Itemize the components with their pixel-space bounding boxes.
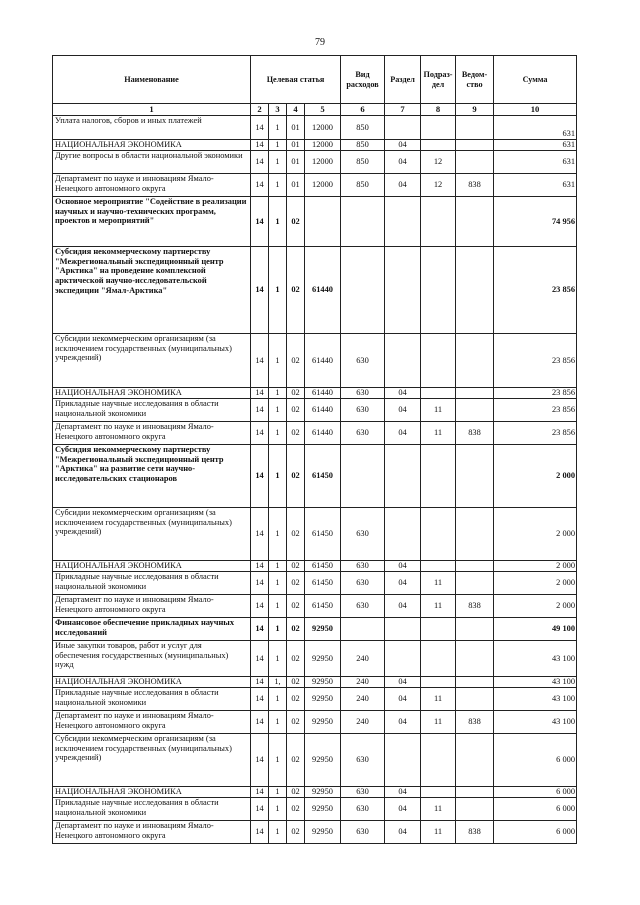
expense-type-cell: 630 [341, 561, 385, 572]
header-target: Целевая статья [251, 56, 341, 104]
subsection-cell [421, 140, 456, 151]
sum-cell: 43 100 [494, 677, 577, 688]
department-cell [456, 508, 494, 561]
header-section: Раздел [385, 56, 421, 104]
target-code-2: 1 [269, 561, 287, 572]
target-code-2: 1 [269, 821, 287, 844]
sum-cell: 49 100 [494, 618, 577, 641]
target-code-2: 1 [269, 399, 287, 422]
section-cell: 04 [385, 677, 421, 688]
target-code-4: 92950 [305, 821, 341, 844]
section-cell: 04 [385, 798, 421, 821]
sum-cell: 631 [494, 140, 577, 151]
expense-type-cell: 240 [341, 711, 385, 734]
expense-type-cell: 850 [341, 174, 385, 197]
row-name: Уплата налогов, сборов и иных платежей [53, 116, 251, 140]
table-row [53, 247, 577, 334]
section-cell: 04 [385, 572, 421, 595]
target-code-3: 02 [287, 641, 305, 677]
sum-cell: 23 856 [494, 334, 577, 388]
sum-cell: 23 856 [494, 247, 577, 334]
column-number: 5 [305, 104, 341, 116]
target-code-4: 61450 [305, 595, 341, 618]
target-code-4: 61450 [305, 508, 341, 561]
target-code-2: 1 [269, 595, 287, 618]
row-name: Прикладные научные исследования в области национальной экономики [53, 688, 251, 711]
row-name: Прикладные научные исследования в области национальной экономики [53, 798, 251, 821]
section-cell: 04 [385, 787, 421, 798]
target-code-2: 1 [269, 711, 287, 734]
column-number: 1 [53, 104, 251, 116]
sum-cell: 2 000 [494, 595, 577, 618]
department-cell [456, 197, 494, 247]
table-row [53, 641, 577, 677]
row-name: Департамент по науке и инновациям Ямало-Ненецкого автономного округа [53, 711, 251, 734]
target-code-4: 12000 [305, 151, 341, 174]
expense-type-cell: 630 [341, 508, 385, 561]
target-code-1: 14 [251, 388, 269, 399]
column-number: 2 [251, 104, 269, 116]
subsection-cell [421, 641, 456, 677]
sum-cell: 23 856 [494, 388, 577, 399]
row-name: Иные закупки товаров, работ и услуг для обеспечения государственных (муниципальных) нужд [53, 641, 251, 677]
expense-type-cell: 630 [341, 595, 385, 618]
header-row [53, 56, 577, 104]
row-name: Субсидия некоммерческому партнерству "Межрегиональный экспедиционный центр "Арктика" на проведение комплексной арктической научно-исследовательской экспедиции "Ямал-Арктика" [53, 247, 251, 334]
expense-type-cell: 630 [341, 787, 385, 798]
department-cell [456, 798, 494, 821]
column-number: 3 [269, 104, 287, 116]
budget-table [52, 55, 577, 844]
sum-cell: 2 000 [494, 508, 577, 561]
sum-cell: 6 000 [494, 787, 577, 798]
column-number: 6 [341, 104, 385, 116]
target-code-3: 01 [287, 151, 305, 174]
target-code-1: 14 [251, 787, 269, 798]
table-row [53, 399, 577, 422]
expense-type-cell [341, 445, 385, 508]
column-number: 7 [385, 104, 421, 116]
section-cell: 04 [385, 821, 421, 844]
column-number-row [53, 104, 577, 116]
expense-type-cell: 630 [341, 734, 385, 787]
target-code-2: 1 [269, 174, 287, 197]
sum-cell: 74 956 [494, 197, 577, 247]
section-cell [385, 334, 421, 388]
header-expense-type: Вид расходов [341, 56, 385, 104]
target-code-3: 02 [287, 388, 305, 399]
subsection-cell [421, 334, 456, 388]
target-code-4: 61450 [305, 445, 341, 508]
target-code-3: 02 [287, 422, 305, 445]
department-cell: 838 [456, 711, 494, 734]
subsection-cell [421, 787, 456, 798]
target-code-2: 1 [269, 197, 287, 247]
row-name: НАЦИОНАЛЬНАЯ ЭКОНОМИКА [53, 787, 251, 798]
header-department: Ведом-ство [456, 56, 494, 104]
table-row [53, 197, 577, 247]
department-cell [456, 618, 494, 641]
target-code-3: 02 [287, 247, 305, 334]
target-code-2: 1 [269, 422, 287, 445]
header-subsection: Подраз-дел [421, 56, 456, 104]
target-code-1: 14 [251, 151, 269, 174]
target-code-1: 14 [251, 174, 269, 197]
section-cell: 04 [385, 561, 421, 572]
expense-type-cell: 850 [341, 151, 385, 174]
row-name: Департамент по науке и инновациям Ямало-Ненецкого автономного округа [53, 174, 251, 197]
table-row [53, 116, 577, 140]
table-row [53, 787, 577, 798]
target-code-3: 02 [287, 821, 305, 844]
target-code-3: 02 [287, 711, 305, 734]
subsection-cell: 11 [421, 711, 456, 734]
target-code-2: 1, [269, 677, 287, 688]
target-code-3: 02 [287, 197, 305, 247]
sum-cell: 43 100 [494, 711, 577, 734]
target-code-1: 14 [251, 445, 269, 508]
target-code-1: 14 [251, 561, 269, 572]
target-code-4: 92950 [305, 688, 341, 711]
target-code-4: 92950 [305, 787, 341, 798]
table-row [53, 711, 577, 734]
subsection-cell: 11 [421, 688, 456, 711]
target-code-3: 02 [287, 798, 305, 821]
department-cell [456, 399, 494, 422]
target-code-1: 14 [251, 140, 269, 151]
section-cell [385, 734, 421, 787]
row-name: Департамент по науке и инновациям Ямало-Ненецкого автономного округа [53, 595, 251, 618]
target-code-2: 1 [269, 641, 287, 677]
subsection-cell [421, 734, 456, 787]
department-cell [456, 388, 494, 399]
department-cell [456, 677, 494, 688]
expense-type-cell: 850 [341, 140, 385, 151]
target-code-2: 1 [269, 787, 287, 798]
target-code-4 [305, 197, 341, 247]
target-code-2: 1 [269, 445, 287, 508]
department-cell: 838 [456, 422, 494, 445]
subsection-cell: 12 [421, 151, 456, 174]
department-cell [456, 247, 494, 334]
row-name: НАЦИОНАЛЬНАЯ ЭКОНОМИКА [53, 388, 251, 399]
section-cell [385, 116, 421, 140]
table-row [53, 508, 577, 561]
column-number: 10 [494, 104, 577, 116]
row-name: Субсидии некоммерческим организациям (за исключением государственных (муниципальных) учреждений) [53, 334, 251, 388]
target-code-2: 1 [269, 247, 287, 334]
table-row [53, 688, 577, 711]
expense-type-cell: 630 [341, 422, 385, 445]
target-code-1: 14 [251, 688, 269, 711]
target-code-3: 01 [287, 174, 305, 197]
target-code-4: 61440 [305, 247, 341, 334]
section-cell [385, 247, 421, 334]
target-code-1: 14 [251, 595, 269, 618]
subsection-cell: 11 [421, 798, 456, 821]
section-cell [385, 508, 421, 561]
target-code-2: 1 [269, 734, 287, 787]
page-number: 79 [315, 37, 325, 48]
department-cell [456, 572, 494, 595]
expense-type-cell [341, 197, 385, 247]
header-name: Наименование [53, 56, 251, 104]
table-row [53, 561, 577, 572]
target-code-3: 02 [287, 595, 305, 618]
target-code-3: 02 [287, 334, 305, 388]
row-name: Субсидии некоммерческим организациям (за исключением государственных (муниципальных) учреждений) [53, 508, 251, 561]
target-code-2: 1 [269, 116, 287, 140]
target-code-3: 02 [287, 561, 305, 572]
row-name: Финансовое обеспечение прикладных научных исследований [53, 618, 251, 641]
table-row [53, 334, 577, 388]
row-name: НАЦИОНАЛЬНАЯ ЭКОНОМИКА [53, 140, 251, 151]
target-code-3: 02 [287, 572, 305, 595]
table-row [53, 734, 577, 787]
target-code-1: 14 [251, 334, 269, 388]
target-code-4: 92950 [305, 734, 341, 787]
expense-type-cell: 850 [341, 116, 385, 140]
subsection-cell: 11 [421, 821, 456, 844]
target-code-1: 14 [251, 641, 269, 677]
target-code-1: 14 [251, 677, 269, 688]
table-row [53, 677, 577, 688]
subsection-cell: 11 [421, 399, 456, 422]
section-cell: 04 [385, 388, 421, 399]
target-code-1: 14 [251, 422, 269, 445]
column-number: 4 [287, 104, 305, 116]
table-row [53, 618, 577, 641]
section-cell [385, 641, 421, 677]
row-name: Основное мероприятие "Содействие в реализации научных и научно-технических программ, проектов и мероприятий" [53, 197, 251, 247]
target-code-3: 02 [287, 688, 305, 711]
subsection-cell: 12 [421, 174, 456, 197]
expense-type-cell: 240 [341, 688, 385, 711]
target-code-4: 61450 [305, 572, 341, 595]
table-row [53, 140, 577, 151]
table-row [53, 422, 577, 445]
target-code-2: 1 [269, 688, 287, 711]
sum-cell: 2 000 [494, 445, 577, 508]
target-code-4: 12000 [305, 174, 341, 197]
department-cell [456, 688, 494, 711]
target-code-4: 12000 [305, 116, 341, 140]
subsection-cell [421, 618, 456, 641]
expense-type-cell: 630 [341, 388, 385, 399]
target-code-1: 14 [251, 247, 269, 334]
department-cell [456, 787, 494, 798]
table-row [53, 572, 577, 595]
target-code-1: 14 [251, 798, 269, 821]
subsection-cell [421, 197, 456, 247]
target-code-4: 61440 [305, 422, 341, 445]
expense-type-cell: 630 [341, 821, 385, 844]
target-code-2: 1 [269, 151, 287, 174]
target-code-2: 1 [269, 798, 287, 821]
section-cell [385, 445, 421, 508]
sum-cell: 2 000 [494, 572, 577, 595]
row-name: Другие вопросы в области национальной экономики [53, 151, 251, 174]
target-code-3: 02 [287, 677, 305, 688]
sum-cell: 631 [494, 151, 577, 174]
expense-type-cell: 630 [341, 334, 385, 388]
department-cell [456, 334, 494, 388]
subsection-cell [421, 677, 456, 688]
row-name: Субсидии некоммерческим организациям (за исключением государственных (муниципальных) учреждений) [53, 734, 251, 787]
expense-type-cell: 630 [341, 798, 385, 821]
expense-type-cell: 240 [341, 677, 385, 688]
subsection-cell: 11 [421, 595, 456, 618]
target-code-3: 02 [287, 618, 305, 641]
subsection-cell: 11 [421, 422, 456, 445]
target-code-3: 01 [287, 116, 305, 140]
expense-type-cell: 630 [341, 399, 385, 422]
sum-cell: 631 [494, 116, 577, 140]
target-code-1: 14 [251, 572, 269, 595]
subsection-cell [421, 561, 456, 572]
department-cell [456, 151, 494, 174]
column-number: 9 [456, 104, 494, 116]
target-code-3: 02 [287, 445, 305, 508]
target-code-4: 61440 [305, 388, 341, 399]
sum-cell: 6 000 [494, 798, 577, 821]
target-code-4: 92950 [305, 798, 341, 821]
subsection-cell [421, 116, 456, 140]
sum-cell: 6 000 [494, 734, 577, 787]
target-code-2: 1 [269, 140, 287, 151]
target-code-3: 02 [287, 508, 305, 561]
sum-cell: 43 100 [494, 641, 577, 677]
expense-type-cell: 630 [341, 572, 385, 595]
row-name: Департамент по науке и инновациям Ямало-Ненецкого автономного округа [53, 821, 251, 844]
sum-cell: 23 856 [494, 422, 577, 445]
target-code-4: 61450 [305, 561, 341, 572]
target-code-2: 1 [269, 508, 287, 561]
target-code-4: 12000 [305, 140, 341, 151]
target-code-4: 92950 [305, 618, 341, 641]
department-cell [456, 561, 494, 572]
target-code-4: 61440 [305, 399, 341, 422]
row-name: Департамент по науке и инновациям Ямало-Ненецкого автономного округа [53, 422, 251, 445]
section-cell: 04 [385, 140, 421, 151]
target-code-2: 1 [269, 572, 287, 595]
target-code-1: 14 [251, 116, 269, 140]
row-name: НАЦИОНАЛЬНАЯ ЭКОНОМИКА [53, 561, 251, 572]
row-name: Субсидия некоммерческому партнерству "Межрегиональный экспедиционный центр "Арктика" на развитие сети научно-исследовательских стационаров [53, 445, 251, 508]
table-row [53, 388, 577, 399]
sum-cell: 43 100 [494, 688, 577, 711]
department-cell: 838 [456, 174, 494, 197]
department-cell [456, 734, 494, 787]
section-cell: 04 [385, 422, 421, 445]
subsection-cell [421, 445, 456, 508]
target-code-3: 01 [287, 140, 305, 151]
target-code-1: 14 [251, 821, 269, 844]
target-code-4: 92950 [305, 641, 341, 677]
target-code-4: 61440 [305, 334, 341, 388]
department-cell: 838 [456, 821, 494, 844]
target-code-1: 14 [251, 508, 269, 561]
header-sum: Сумма [494, 56, 577, 104]
column-number: 8 [421, 104, 456, 116]
row-name: Прикладные научные исследования в области национальной экономики [53, 572, 251, 595]
target-code-1: 14 [251, 399, 269, 422]
department-cell [456, 116, 494, 140]
target-code-1: 14 [251, 618, 269, 641]
table-row [53, 821, 577, 844]
target-code-3: 02 [287, 399, 305, 422]
expense-type-cell [341, 618, 385, 641]
section-cell: 04 [385, 151, 421, 174]
sum-cell: 631 [494, 174, 577, 197]
department-cell [456, 140, 494, 151]
sum-cell: 23 856 [494, 399, 577, 422]
target-code-1: 14 [251, 711, 269, 734]
subsection-cell [421, 508, 456, 561]
section-cell: 04 [385, 174, 421, 197]
row-name: НАЦИОНАЛЬНАЯ ЭКОНОМИКА [53, 677, 251, 688]
department-cell [456, 641, 494, 677]
target-code-4: 92950 [305, 711, 341, 734]
section-cell: 04 [385, 711, 421, 734]
section-cell [385, 618, 421, 641]
table-row [53, 151, 577, 174]
subsection-cell: 11 [421, 572, 456, 595]
table-row [53, 445, 577, 508]
expense-type-cell [341, 247, 385, 334]
target-code-1: 14 [251, 197, 269, 247]
section-cell: 04 [385, 688, 421, 711]
target-code-1: 14 [251, 734, 269, 787]
target-code-3: 02 [287, 787, 305, 798]
department-cell: 838 [456, 595, 494, 618]
table-row [53, 595, 577, 618]
section-cell: 04 [385, 399, 421, 422]
expense-type-cell: 240 [341, 641, 385, 677]
table-row [53, 798, 577, 821]
target-code-2: 1 [269, 618, 287, 641]
target-code-2: 1 [269, 388, 287, 399]
section-cell [385, 197, 421, 247]
table-row [53, 174, 577, 197]
target-code-4: 92950 [305, 677, 341, 688]
target-code-2: 1 [269, 334, 287, 388]
section-cell: 04 [385, 595, 421, 618]
row-name: Прикладные научные исследования в области национальной экономики [53, 399, 251, 422]
target-code-3: 02 [287, 734, 305, 787]
subsection-cell [421, 247, 456, 334]
sum-cell: 6 000 [494, 821, 577, 844]
sum-cell: 2 000 [494, 561, 577, 572]
department-cell [456, 445, 494, 508]
subsection-cell [421, 388, 456, 399]
